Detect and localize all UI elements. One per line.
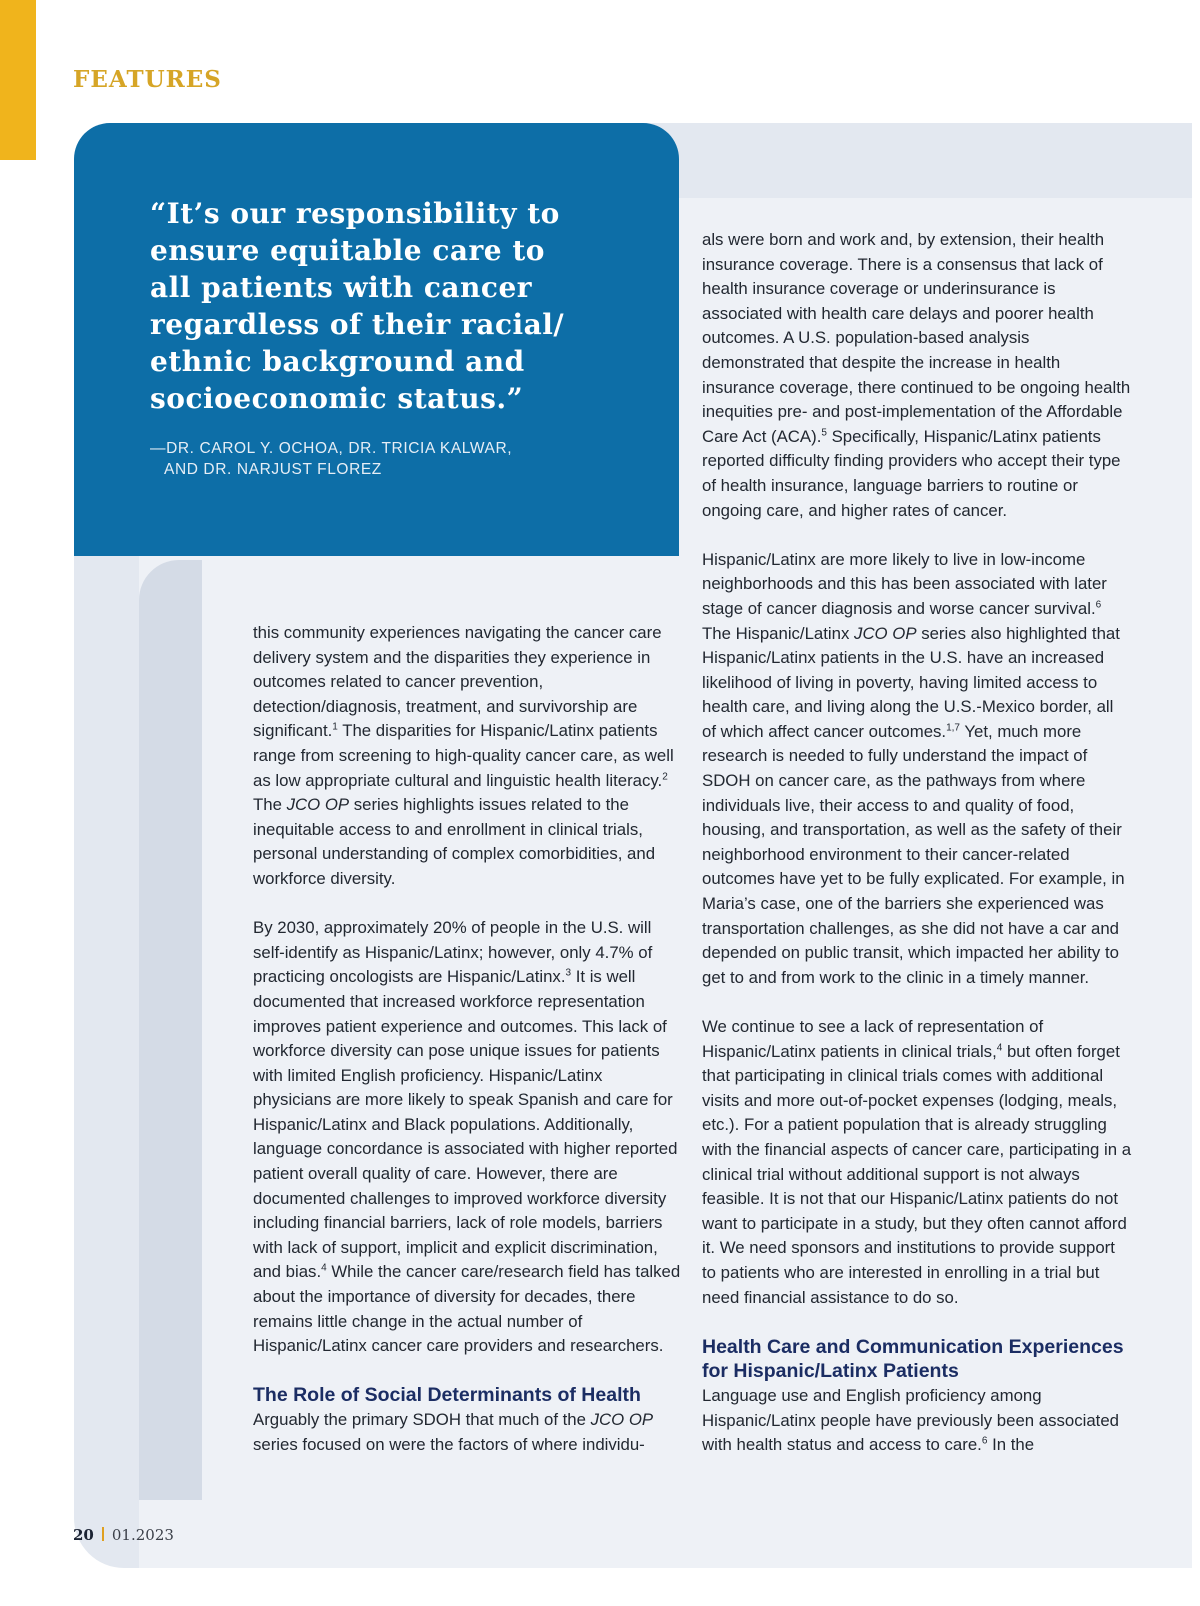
attribution-line-2: AND DR. NARJUST FLOREZ — [164, 461, 382, 478]
reference-superscript: 6 — [981, 1435, 988, 1447]
body-paragraph: By 2030, approximately 20% of people in the U.S. will self-identify as Hispanic/Latinx; however, only 4.7% of practicing oncologists are Hispanic/Latinx.$^3$ It is well documented that increased workforce representation improves patient experience and outcomes. This lack of workforce diversity can pose unique issues for patients with limited English proficiency. Hispanic/Latinx physicians are more likely to speak Spanish and care for Hispanic/Latinx and Black populations. Additionally, language concordance is associated with higher reported patient overall quality of care. However, there are documented challenges to improved workforce diversity including financial barriers, lack of role models, barriers with lack of support, implicit and explicit discrimination, and bias.$^4$ While the cancer care/research field has talked about the importance of diversity for decades, there remains little change in the actual number of Hispanic/Latinx cancer care providers and researchers. — [253, 918, 681, 1356]
body-paragraph: We continue to see a lack of representation of Hispanic/Latinx patients in clinical trials,$^4$ but often forget that participating in clinical trials comes with additional visits and more out-of-pocket expenses (lodging, meals, etc.). For a patient population that is already struggling with the financial aspects of cancer care, participating in a clinical trial without additional support is not always feasible. It is not that our Hispanic/Latinx patients do not want to participate in a study, but they often cannot afford it. We need sponsors and institutions to provide support to patients who are interested in enrolling in a trial but need financial assistance to do so. — [702, 1017, 1132, 1307]
body-paragraph: this community experiences navigating the cancer care delivery system and the disparities they experience in outcomes related to cancer prevention, detection/diagnosis, treatment, and survivorship are significant.$^1$ The disparities for Hispanic/Latinx patients range from screening to high-quality cancer care, as well as low appropriate cultural and linguistic health literacy.$^2$ The JCO OP series highlights issues related to the inequitable access to and enrollment in clinical trials, personal understanding of complex comorbidities, and workforce diversity. — [253, 623, 674, 888]
reference-superscript: 1,7 — [946, 722, 960, 734]
reference-superscript: 2 — [662, 770, 668, 782]
pull-quote-box — [74, 123, 679, 556]
reference-superscript: 4 — [321, 1262, 327, 1274]
body-paragraph: als were born and work and, by extension, their health insurance coverage. There is a consensus that lack of health insurance coverage or underinsurance is associated with health care delays and poorer health outcomes. A U.S. population-based analysis demonstrated that despite the increase in health insurance coverage, there continued to be ongoing health inequities pre- and post-implementation of the Affordable Care Act (ACA).$^5$ Specifically, Hispanic/Latinx patients reported difficulty finding providers who accept their type of health insurance, language barriers to routine or ongoing care, and higher rates of cancer. — [702, 230, 1131, 520]
issue-date: 01.2023 — [111, 1526, 174, 1544]
reference-superscript: 4 — [996, 1042, 1003, 1053]
reference-superscript: 6 — [1095, 599, 1102, 611]
page-number: 20 — [73, 1526, 94, 1544]
attribution-line-1: —DR. CAROL Y. OCHOA, DR. TRICIA KALWAR, — [150, 440, 513, 457]
body-paragraph: Language use and English proficiency among Hispanic/Latinx people have previously been associated with health status and access to care.$^6$ In the — [702, 1385, 1119, 1455]
journal-name: JCO OP — [590, 1410, 654, 1429]
gold-accent-bar — [0, 0, 36, 160]
pull-quote-attribution — [150, 438, 570, 480]
reference-superscript: 5 — [821, 427, 827, 439]
pull-quote-text: “It’s our responsibility to ensure equitable care to all patients with cancer regardless of their racial/ ethnic background and socioeconomic status.” — [150, 197, 565, 415]
section-heading: Health Care and Communication Experiences for Hispanic/Latinx Patients — [702, 1335, 1124, 1383]
section-heading: The Role of Social Determinants of Health — [253, 1384, 641, 1407]
journal-name: JCO OP — [854, 623, 917, 643]
body-paragraph: Arguably the primary SDOH that much of the JCO OP series focused on were the factors of where individu- — [253, 1410, 654, 1454]
footer-separator — [102, 1527, 104, 1541]
body-paragraph: Hispanic/Latinx are more likely to live in low-income neighborhoods and this has been associated with later stage of cancer diagnosis and worse cancer survival.$^6$ The Hispanic/Latinx JCO OP series also highlighted that Hispanic/Latinx patients in the U.S. have an increased likelihood of living in poverty, having limited access to health care, and living along the U.S.-Mexico border, all of which affect cancer outcomes.$^{1,7}$ Yet, much more research is needed to fully understand the impact of SDOH on cancer care, as the pathways from where individuals live, their access to and quality of food, housing, and transportation, as well as the safety of their neighborhood environment to their cancer-related outcomes have yet to be fully explicated. For example, in Maria’s case, one of the barriers she experienced was transportation challenges, as she did not have a car and depended on public transit, which impacted her ability to get to and from work to the clinic in a timely manner. — [702, 549, 1125, 987]
reference-superscript: 3 — [565, 967, 572, 979]
right-text-column — [702, 228, 1132, 1458]
section-label: FEATURES — [73, 66, 222, 93]
page-footer — [73, 1526, 174, 1544]
left-text-column — [253, 621, 683, 1457]
journal-name: JCO OP — [286, 795, 350, 815]
reference-superscript: 1 — [332, 721, 338, 733]
decorative-strip — [139, 560, 202, 1500]
